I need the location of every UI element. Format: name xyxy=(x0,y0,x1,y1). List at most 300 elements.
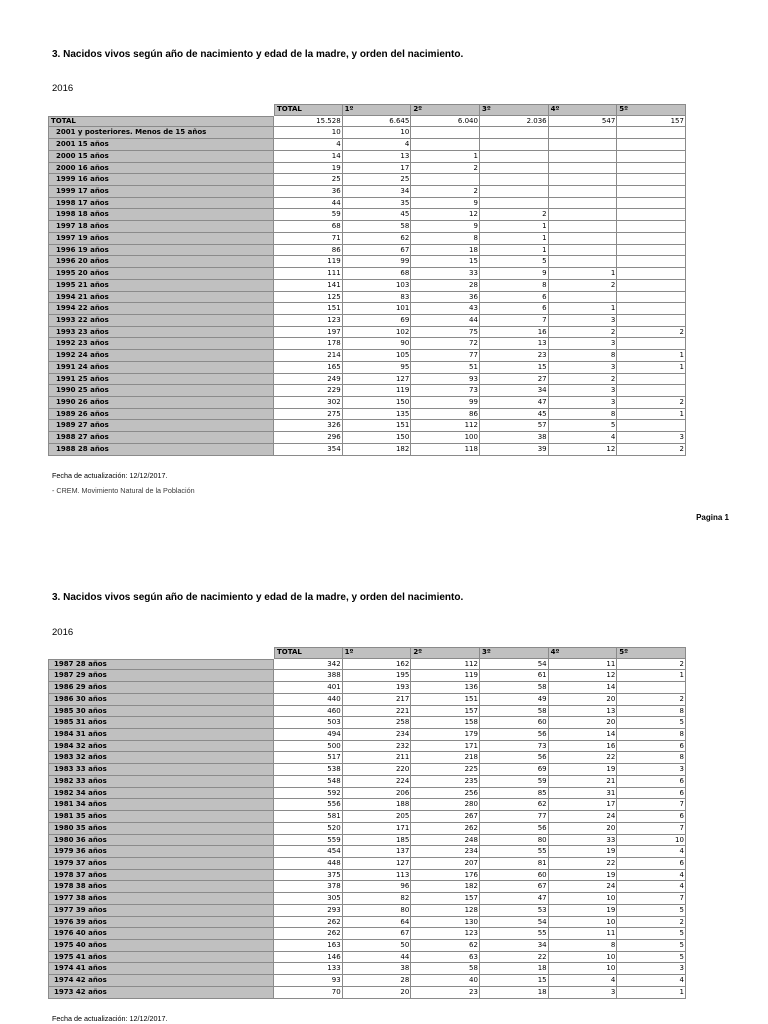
value-cell: 103 xyxy=(343,280,412,292)
table-row xyxy=(48,198,686,210)
row-label: 1992 23 años xyxy=(48,338,274,350)
value-cell: 5 xyxy=(617,952,686,964)
value-cell: 2 xyxy=(411,186,480,198)
value-cell: 6 xyxy=(617,741,686,753)
table-row xyxy=(48,350,686,362)
value-cell xyxy=(549,139,618,151)
value-cell: 6.040 xyxy=(411,116,480,128)
value-cell: 10 xyxy=(549,917,618,929)
value-cell: 36 xyxy=(411,292,480,304)
value-cell: 22 xyxy=(549,752,618,764)
value-cell: 221 xyxy=(343,706,412,718)
row-label: 1977 38 años xyxy=(48,893,274,905)
value-cell: 17 xyxy=(549,799,618,811)
table-row xyxy=(48,280,686,292)
table-row xyxy=(48,928,686,940)
value-cell: 157 xyxy=(617,116,686,128)
value-cell: 113 xyxy=(343,870,412,882)
value-cell: 128 xyxy=(411,905,480,917)
value-cell: 6 xyxy=(617,788,686,800)
value-cell: 82 xyxy=(343,893,412,905)
value-cell: 47 xyxy=(480,893,549,905)
update-date: Fecha de actualización: 12/12/2017. xyxy=(52,1014,168,1023)
value-cell: 13 xyxy=(343,151,412,163)
value-cell: 460 xyxy=(274,706,343,718)
row-label: 1996 19 años xyxy=(48,245,274,257)
value-cell xyxy=(617,385,686,397)
value-cell: 81 xyxy=(480,858,549,870)
value-cell: 130 xyxy=(411,917,480,929)
value-cell: 5 xyxy=(617,905,686,917)
value-cell: 19 xyxy=(549,905,618,917)
value-cell: 2 xyxy=(411,163,480,175)
value-cell xyxy=(480,198,549,210)
row-label: TOTAL xyxy=(48,116,274,128)
row-label: 1995 20 años xyxy=(48,268,274,280)
value-cell xyxy=(617,292,686,304)
value-cell: 15.528 xyxy=(274,116,343,128)
row-label: 1978 38 años xyxy=(48,881,274,893)
value-cell: 8 xyxy=(617,706,686,718)
value-cell: 15 xyxy=(480,362,549,374)
table-row xyxy=(48,835,686,847)
value-cell: 494 xyxy=(274,729,343,741)
value-cell: 19 xyxy=(549,846,618,858)
table-row xyxy=(48,764,686,776)
value-cell: 205 xyxy=(343,811,412,823)
table-row xyxy=(48,670,686,682)
value-cell xyxy=(617,682,686,694)
value-cell: 10 xyxy=(617,835,686,847)
column-header: 5º xyxy=(617,104,686,116)
value-cell: 58 xyxy=(480,682,549,694)
value-cell: 195 xyxy=(343,670,412,682)
header-corner xyxy=(48,104,274,116)
value-cell: 67 xyxy=(480,881,549,893)
value-cell: 234 xyxy=(343,729,412,741)
table-row xyxy=(48,420,686,432)
value-cell: 197 xyxy=(274,327,343,339)
row-label: 1993 23 años xyxy=(48,327,274,339)
value-cell: 1 xyxy=(480,221,549,233)
value-cell xyxy=(617,268,686,280)
table-header-row xyxy=(48,104,686,116)
value-cell: 2 xyxy=(617,917,686,929)
value-cell: 8 xyxy=(549,350,618,362)
value-cell: 3 xyxy=(549,315,618,327)
value-cell: 12 xyxy=(549,670,618,682)
row-label: 1980 35 años xyxy=(48,823,274,835)
table-row xyxy=(48,432,686,444)
value-cell: 401 xyxy=(274,682,343,694)
value-cell: 193 xyxy=(343,682,412,694)
value-cell: 61 xyxy=(480,670,549,682)
column-header: TOTAL xyxy=(274,104,343,116)
value-cell: 67 xyxy=(343,928,412,940)
table-row xyxy=(48,127,686,139)
row-label: 1978 37 años xyxy=(48,870,274,882)
value-cell xyxy=(617,303,686,315)
value-cell: 69 xyxy=(480,764,549,776)
value-cell: 34 xyxy=(343,186,412,198)
row-label: 1988 27 años xyxy=(48,432,274,444)
column-header: 4º xyxy=(549,647,618,659)
value-cell: 56 xyxy=(480,729,549,741)
value-cell: 2 xyxy=(549,280,618,292)
value-cell: 162 xyxy=(343,659,412,671)
value-cell: 100 xyxy=(411,432,480,444)
table-title: 3. Nacidos vivos según año de nacimiento y edad de la madre, y orden del nacimiento. xyxy=(52,49,464,60)
value-cell: 517 xyxy=(274,752,343,764)
value-cell: 4 xyxy=(549,432,618,444)
row-label: 1993 22 años xyxy=(48,315,274,327)
value-cell xyxy=(549,233,618,245)
value-cell: 63 xyxy=(411,952,480,964)
table-row xyxy=(48,870,686,882)
value-cell: 5 xyxy=(617,940,686,952)
value-cell: 19 xyxy=(549,870,618,882)
value-cell: 20 xyxy=(549,823,618,835)
value-cell: 53 xyxy=(480,905,549,917)
value-cell: 90 xyxy=(343,338,412,350)
value-cell xyxy=(617,233,686,245)
value-cell: 1 xyxy=(617,362,686,374)
value-cell: 4 xyxy=(617,846,686,858)
value-cell: 2 xyxy=(617,444,686,456)
value-cell: 13 xyxy=(549,706,618,718)
value-cell: 102 xyxy=(343,327,412,339)
value-cell: 3 xyxy=(549,385,618,397)
value-cell: 24 xyxy=(549,881,618,893)
value-cell: 375 xyxy=(274,870,343,882)
value-cell xyxy=(617,139,686,151)
value-cell: 448 xyxy=(274,858,343,870)
value-cell: 20 xyxy=(343,987,412,999)
row-label: 1982 34 años xyxy=(48,788,274,800)
value-cell: 556 xyxy=(274,799,343,811)
value-cell: 182 xyxy=(411,881,480,893)
value-cell: 267 xyxy=(411,811,480,823)
value-cell: 151 xyxy=(274,303,343,315)
value-cell: 19 xyxy=(549,764,618,776)
value-cell xyxy=(480,151,549,163)
value-cell: 11 xyxy=(549,928,618,940)
value-cell: 40 xyxy=(411,975,480,987)
value-cell: 206 xyxy=(343,788,412,800)
table-row xyxy=(48,268,686,280)
value-cell xyxy=(480,139,549,151)
value-cell: 275 xyxy=(274,409,343,421)
value-cell: 188 xyxy=(343,799,412,811)
value-cell: 10 xyxy=(343,127,412,139)
table-row xyxy=(48,221,686,233)
value-cell: 3 xyxy=(549,338,618,350)
value-cell: 20 xyxy=(549,717,618,729)
value-cell xyxy=(480,186,549,198)
table-row xyxy=(48,362,686,374)
value-cell xyxy=(617,221,686,233)
row-label: 1996 20 años xyxy=(48,256,274,268)
value-cell: 1 xyxy=(617,987,686,999)
row-label: 1992 24 años xyxy=(48,350,274,362)
row-label: 1991 24 años xyxy=(48,362,274,374)
value-cell: 171 xyxy=(343,823,412,835)
value-cell xyxy=(617,420,686,432)
value-cell: 3 xyxy=(549,362,618,374)
value-cell: 8 xyxy=(617,752,686,764)
value-cell: 69 xyxy=(343,315,412,327)
value-cell: 4 xyxy=(549,975,618,987)
value-cell: 3 xyxy=(549,397,618,409)
value-cell: 57 xyxy=(480,420,549,432)
value-cell: 123 xyxy=(274,315,343,327)
value-cell: 10 xyxy=(274,127,343,139)
row-label: 1998 17 años xyxy=(48,198,274,210)
value-cell: 58 xyxy=(480,706,549,718)
table-row xyxy=(48,717,686,729)
value-cell: 77 xyxy=(411,350,480,362)
row-label: 1997 18 años xyxy=(48,221,274,233)
value-cell: 5 xyxy=(480,256,549,268)
update-date: Fecha de actualización: 12/12/2017. xyxy=(52,471,168,480)
value-cell: 7 xyxy=(617,893,686,905)
value-cell: 25 xyxy=(274,174,343,186)
table-row xyxy=(48,682,686,694)
value-cell: 235 xyxy=(411,776,480,788)
row-label: 1981 34 años xyxy=(48,799,274,811)
value-cell: 8 xyxy=(617,729,686,741)
value-cell: 17 xyxy=(343,163,412,175)
value-cell: 249 xyxy=(274,374,343,386)
value-cell: 150 xyxy=(343,432,412,444)
value-cell: 503 xyxy=(274,717,343,729)
row-label: 1982 33 años xyxy=(48,776,274,788)
value-cell: 326 xyxy=(274,420,343,432)
value-cell: 5 xyxy=(617,928,686,940)
value-cell: 16 xyxy=(549,741,618,753)
table-row xyxy=(48,397,686,409)
value-cell: 44 xyxy=(343,952,412,964)
value-cell: 68 xyxy=(274,221,343,233)
value-cell: 59 xyxy=(274,209,343,221)
value-cell: 56 xyxy=(480,752,549,764)
value-cell: 19 xyxy=(274,163,343,175)
value-cell xyxy=(617,315,686,327)
row-label: 1984 32 años xyxy=(48,741,274,753)
value-cell: 62 xyxy=(480,799,549,811)
value-cell: 45 xyxy=(480,409,549,421)
table-header-row xyxy=(48,647,686,659)
value-cell xyxy=(617,151,686,163)
value-cell: 6 xyxy=(617,776,686,788)
value-cell: 6 xyxy=(617,811,686,823)
value-cell: 179 xyxy=(411,729,480,741)
value-cell: 93 xyxy=(274,975,343,987)
table-row xyxy=(48,917,686,929)
value-cell: 7 xyxy=(480,315,549,327)
value-cell: 55 xyxy=(480,928,549,940)
value-cell: 262 xyxy=(274,917,343,929)
value-cell: 5 xyxy=(549,420,618,432)
value-cell xyxy=(549,292,618,304)
value-cell: 35 xyxy=(343,198,412,210)
value-cell: 6 xyxy=(617,858,686,870)
value-cell xyxy=(549,198,618,210)
row-label: 1985 30 años xyxy=(48,706,274,718)
table-row xyxy=(48,151,686,163)
value-cell: 293 xyxy=(274,905,343,917)
value-cell: 16 xyxy=(480,327,549,339)
value-cell xyxy=(549,221,618,233)
value-cell: 150 xyxy=(343,397,412,409)
value-cell: 8 xyxy=(411,233,480,245)
value-cell: 135 xyxy=(343,409,412,421)
row-label: 1999 16 años xyxy=(48,174,274,186)
value-cell xyxy=(617,198,686,210)
value-cell: 25 xyxy=(343,174,412,186)
value-cell: 225 xyxy=(411,764,480,776)
value-cell: 96 xyxy=(343,881,412,893)
value-cell: 6 xyxy=(480,303,549,315)
table-row xyxy=(48,338,686,350)
value-cell: 6 xyxy=(480,292,549,304)
value-cell: 137 xyxy=(343,846,412,858)
value-cell xyxy=(617,280,686,292)
row-label: 1989 27 años xyxy=(48,420,274,432)
value-cell: 15 xyxy=(480,975,549,987)
value-cell: 15 xyxy=(411,256,480,268)
row-label: 1976 40 años xyxy=(48,928,274,940)
value-cell: 21 xyxy=(549,776,618,788)
value-cell: 83 xyxy=(343,292,412,304)
value-cell xyxy=(617,209,686,221)
header-corner xyxy=(48,647,274,659)
row-label: 1974 42 años xyxy=(48,975,274,987)
value-cell: 207 xyxy=(411,858,480,870)
table-row xyxy=(48,409,686,421)
value-cell: 11 xyxy=(549,659,618,671)
value-cell: 248 xyxy=(411,835,480,847)
value-cell: 50 xyxy=(343,940,412,952)
table-row xyxy=(48,987,686,999)
value-cell: 95 xyxy=(343,362,412,374)
value-cell xyxy=(549,245,618,257)
value-cell: 10 xyxy=(549,963,618,975)
row-label: 1984 31 años xyxy=(48,729,274,741)
table-row xyxy=(48,116,686,128)
value-cell: 388 xyxy=(274,670,343,682)
table-row xyxy=(48,327,686,339)
value-cell: 378 xyxy=(274,881,343,893)
value-cell: 262 xyxy=(274,928,343,940)
value-cell: 60 xyxy=(480,870,549,882)
source-note: - CREM. Movimiento Natural de la Población xyxy=(52,486,195,495)
value-cell: 99 xyxy=(411,397,480,409)
value-cell: 22 xyxy=(480,952,549,964)
value-cell: 20 xyxy=(549,694,618,706)
row-label: 1985 31 años xyxy=(48,717,274,729)
value-cell xyxy=(617,256,686,268)
value-cell: 1 xyxy=(549,303,618,315)
value-cell: 548 xyxy=(274,776,343,788)
row-label: 2000 15 años xyxy=(48,151,274,163)
value-cell: 14 xyxy=(274,151,343,163)
value-cell: 86 xyxy=(411,409,480,421)
value-cell: 33 xyxy=(411,268,480,280)
value-cell: 1 xyxy=(480,245,549,257)
value-cell: 547 xyxy=(549,116,618,128)
value-cell: 7 xyxy=(617,823,686,835)
table-row xyxy=(48,245,686,257)
column-header: TOTAL xyxy=(274,647,343,659)
value-cell: 581 xyxy=(274,811,343,823)
value-cell: 176 xyxy=(411,870,480,882)
table-row xyxy=(48,706,686,718)
value-cell xyxy=(549,127,618,139)
value-cell: 10 xyxy=(549,952,618,964)
value-cell xyxy=(617,127,686,139)
table-row xyxy=(48,694,686,706)
table-row xyxy=(48,881,686,893)
value-cell: 18 xyxy=(411,245,480,257)
column-header: 3º xyxy=(480,104,549,116)
value-cell: 13 xyxy=(480,338,549,350)
value-cell: 3 xyxy=(549,987,618,999)
value-cell: 8 xyxy=(549,940,618,952)
row-label: 1983 33 años xyxy=(48,764,274,776)
value-cell: 112 xyxy=(411,420,480,432)
row-label: 1977 39 años xyxy=(48,905,274,917)
row-label: 1979 36 años xyxy=(48,846,274,858)
table-row xyxy=(48,846,686,858)
row-label: 2001 y posteriores. Menos de 15 años xyxy=(48,127,274,139)
value-cell: 72 xyxy=(411,338,480,350)
page-number: Pagina 1 xyxy=(696,513,729,522)
row-label: 1983 32 años xyxy=(48,752,274,764)
value-cell: 232 xyxy=(343,741,412,753)
value-cell: 500 xyxy=(274,741,343,753)
value-cell: 171 xyxy=(411,741,480,753)
row-label: 1990 26 años xyxy=(48,397,274,409)
value-cell: 220 xyxy=(343,764,412,776)
row-label: 1988 28 años xyxy=(48,444,274,456)
value-cell: 59 xyxy=(480,776,549,788)
value-cell xyxy=(617,163,686,175)
value-cell: 157 xyxy=(411,706,480,718)
value-cell: 10 xyxy=(549,893,618,905)
value-cell: 44 xyxy=(274,198,343,210)
value-cell: 14 xyxy=(549,729,618,741)
value-cell: 125 xyxy=(274,292,343,304)
value-cell: 118 xyxy=(411,444,480,456)
row-label: 1976 39 años xyxy=(48,917,274,929)
column-header: 4º xyxy=(549,104,618,116)
value-cell: 133 xyxy=(274,963,343,975)
table-row xyxy=(48,823,686,835)
value-cell: 3 xyxy=(617,432,686,444)
table-row xyxy=(48,659,686,671)
value-cell: 9 xyxy=(411,198,480,210)
value-cell: 280 xyxy=(411,799,480,811)
value-cell xyxy=(617,174,686,186)
value-cell: 70 xyxy=(274,987,343,999)
column-header: 1º xyxy=(343,647,412,659)
row-label: 1997 19 años xyxy=(48,233,274,245)
value-cell: 127 xyxy=(343,374,412,386)
value-cell: 342 xyxy=(274,659,343,671)
row-label: 1991 25 años xyxy=(48,374,274,386)
value-cell: 2 xyxy=(549,327,618,339)
